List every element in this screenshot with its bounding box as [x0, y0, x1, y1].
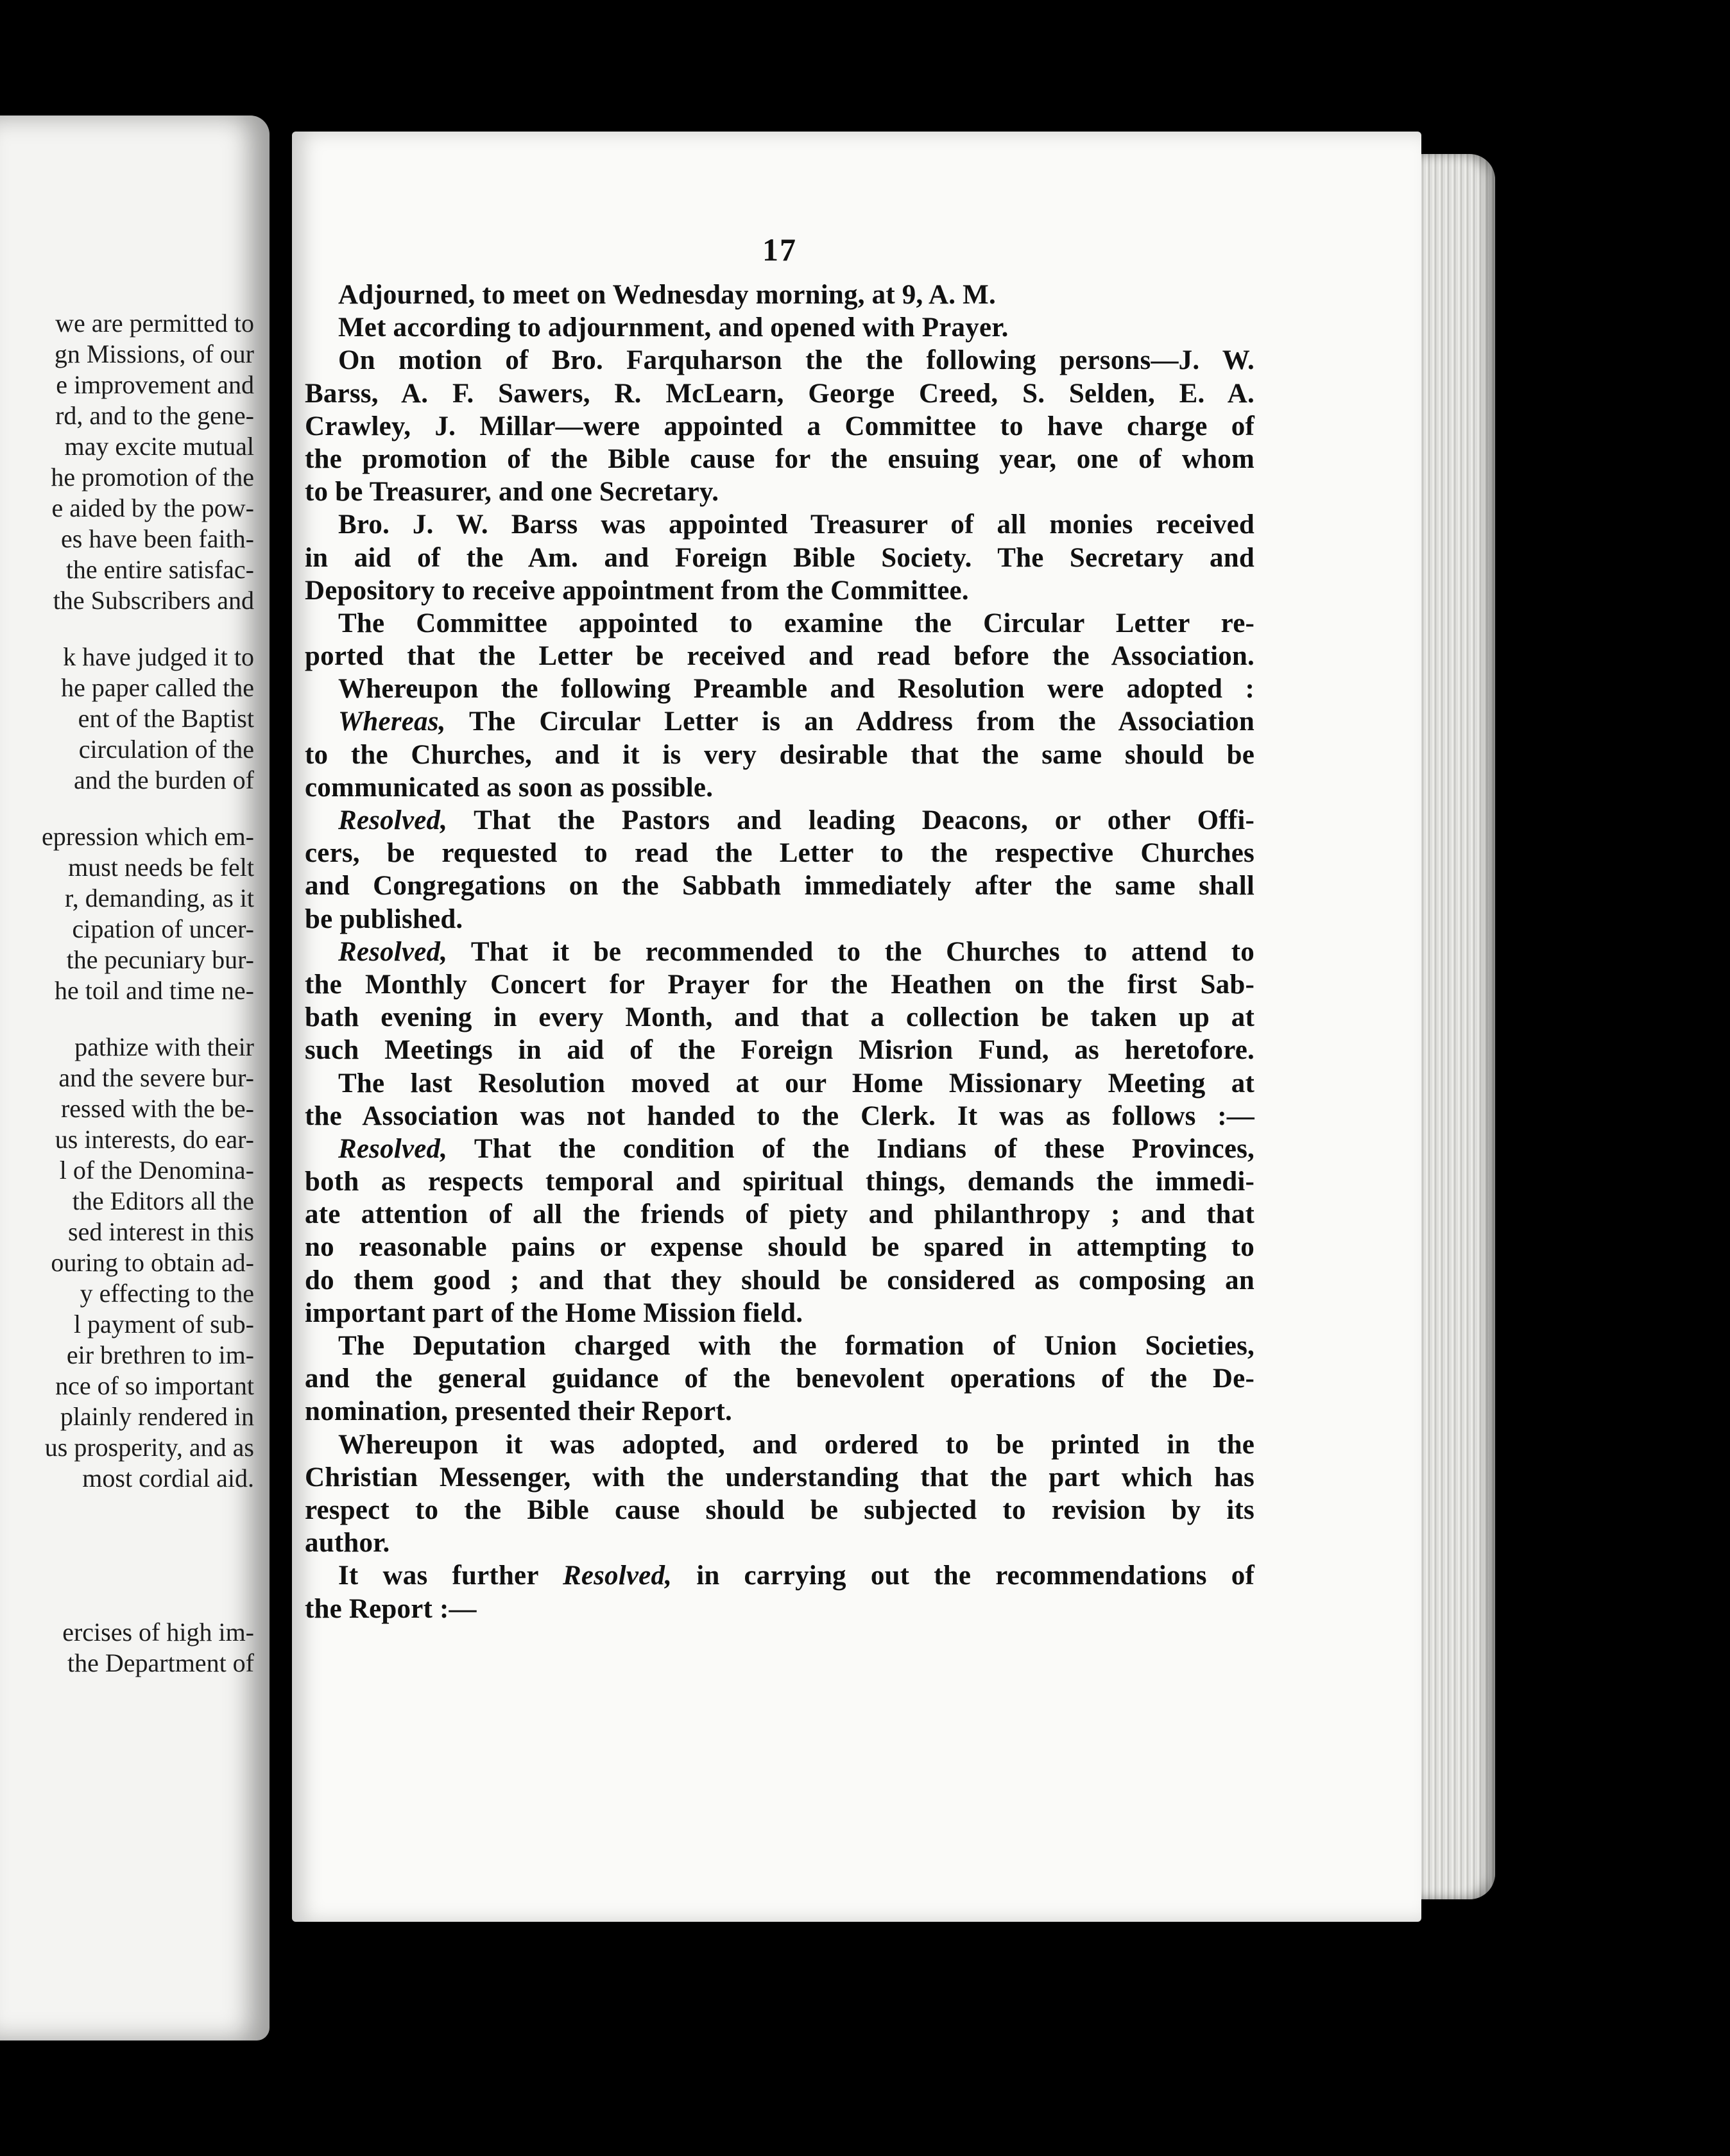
- left-page-line: and the severe bur-: [58, 1063, 254, 1092]
- left-page-line: sed interest in this: [68, 1217, 254, 1246]
- text-line: do them good ; and that they should be considered as composing an: [305, 1265, 1255, 1296]
- whereas-lead: Whereas,: [338, 706, 446, 737]
- page-body: [305, 278, 1255, 1625]
- text-line: ate attention of all the friends of piety and philanthropy ; and that: [305, 1199, 1255, 1230]
- left-page-line: cipation of uncer-: [72, 914, 254, 943]
- text-line: cers, be requested to read the Letter to the respective Churches: [305, 838, 1255, 869]
- text-line: such Meetings in aid of the Foreign Misrion Fund, as heretofore.: [305, 1035, 1255, 1066]
- resolved-lead: Resolved,: [338, 936, 448, 967]
- left-page-line: we are permitted to: [55, 309, 254, 338]
- text-line: to the Churches, and it is very desirable that the same should be: [305, 739, 1255, 770]
- left-page-line: e aided by the pow-: [51, 493, 254, 522]
- text-line: be published.: [305, 903, 463, 934]
- text-line: [305, 1133, 1255, 1165]
- left-page-line: e improvement and: [56, 370, 254, 399]
- text-line: Depository to receive appointment from the Committee.: [305, 575, 969, 606]
- text-line: Met according to adjournment, and opened with Prayer.: [338, 312, 1009, 343]
- text-line: [305, 1559, 1255, 1592]
- text-line: On motion of Bro. Farquharson the the following persons—J. W.: [338, 345, 1255, 376]
- left-facing-page: [0, 116, 270, 2041]
- text-line: both as respects temporal and spiritual things, demands the immedi-: [305, 1167, 1255, 1197]
- left-page-line: rd, and to the gene-: [55, 401, 254, 430]
- left-page-line: ressed with the be-: [60, 1094, 254, 1123]
- left-page-line: circulation of the: [78, 735, 254, 764]
- left-page-line: us interests, do ear-: [55, 1125, 254, 1154]
- left-page-line: us prosperity, and as: [44, 1433, 254, 1462]
- text-line: [305, 936, 1255, 968]
- text-line: ported that the Letter be received and read before the Association.: [305, 641, 1255, 672]
- left-page-line: r, demanding, as it: [65, 884, 254, 912]
- resolved-lead: Resolved,: [338, 1133, 448, 1164]
- left-page-line: y effecting to the: [80, 1279, 254, 1308]
- text-line: Barss, A. F. Sawers, R. McLearn, George Creed, S. Selden, E. A.: [305, 378, 1255, 409]
- left-page-line: ent of the Baptist: [78, 704, 254, 733]
- text-line: no reasonable pains or expense should be spared in attempting to: [305, 1232, 1255, 1263]
- text-line: The Committee appointed to examine the Circular Letter re-: [338, 608, 1255, 638]
- text-span: That the condition of the Indians of these Provinces,: [447, 1133, 1255, 1164]
- left-page-line: epression which em-: [41, 822, 254, 851]
- left-page-line: the Editors all the: [72, 1186, 254, 1215]
- left-page-line: pathize with their: [74, 1032, 254, 1061]
- left-page-line: the entire satisfac-: [65, 555, 254, 584]
- text-line: [305, 804, 1255, 837]
- page-number: 17: [762, 232, 797, 268]
- text-line: The Deputation charged with the formation of Union Societies,: [338, 1331, 1255, 1361]
- text-line: bath evening in every Month, and that a collection be taken up at: [305, 1002, 1255, 1033]
- text-line: to be Treasurer, and one Secretary.: [305, 477, 719, 508]
- left-page-line: k have judged it to: [63, 642, 254, 671]
- text-span: The Circular Letter is an Address from the Association: [445, 706, 1255, 737]
- text-line: Adjourned, to meet on Wednesday morning, at 9, A. M.: [338, 280, 996, 310]
- left-page-line: nce of so important: [55, 1371, 254, 1400]
- left-page-line: and the burden of: [73, 766, 254, 794]
- left-page-line: most cordial aid.: [82, 1464, 254, 1493]
- left-page-line: the pecuniary bur-: [66, 945, 254, 974]
- left-page-line: l of the Denomina-: [59, 1156, 254, 1185]
- left-page-line: eir brethren to im-: [66, 1340, 254, 1369]
- left-page-line: may excite mutual: [64, 432, 254, 461]
- resolved-lead: Resolved,: [338, 805, 448, 835]
- text-line: Christian Messenger, with the understanding that the part which has: [305, 1462, 1255, 1493]
- text-span: in carrying out the recommendations of: [672, 1561, 1255, 1591]
- resolved-inline: Resolved,: [562, 1561, 672, 1591]
- text-line: and the general guidance of the benevolent operations of the De-: [305, 1364, 1255, 1394]
- text-line: [305, 705, 1255, 738]
- text-line: respect to the Bible cause should be subjected to revision by its: [305, 1494, 1255, 1525]
- text-span: It was further: [338, 1561, 563, 1591]
- left-page-line: he paper called the: [61, 673, 254, 702]
- text-line: communicated as soon as possible.: [305, 772, 714, 803]
- left-page-line: the Subscribers and: [53, 586, 254, 615]
- text-line: in aid of the Am. and Foreign Bible Society. The Secretary and: [305, 542, 1255, 573]
- text-line: Whereupon the following Preamble and Resolution were adopted :: [338, 674, 1255, 705]
- text-span: That the Pastors and leading Deacons, or other Offi-: [447, 805, 1255, 835]
- text-line: The last Resolution moved at our Home Missionary Meeting at: [338, 1068, 1255, 1099]
- left-page-line: he promotion of the: [51, 463, 254, 492]
- left-page-line: must needs be felt: [68, 853, 254, 882]
- text-line: Bro. J. W. Barss was appointed Treasurer of all monies received: [338, 509, 1255, 540]
- left-page-line: gn Missions, of our: [54, 339, 254, 368]
- left-page-line: ouring to obtain ad-: [51, 1248, 254, 1277]
- text-line: the Association was not handed to the Clerk. It was as follows :—: [305, 1100, 1255, 1131]
- left-page-line: he toil and time ne-: [54, 976, 254, 1005]
- text-line: the promotion of the Bible cause for the ensuing year, one of whom: [305, 443, 1255, 474]
- text-line: the Monthly Concert for Prayer for the Heathen on the first Sab-: [305, 969, 1255, 1000]
- text-line: Whereupon it was adopted, and ordered to be printed in the: [338, 1429, 1255, 1460]
- left-page-line: es have been faith-: [61, 524, 254, 553]
- text-line: Crawley, J. Millar—were appointed a Committee to have charge of: [305, 411, 1255, 441]
- left-page-line: the Department of: [67, 1648, 254, 1677]
- text-line: the Report :—: [305, 1593, 477, 1624]
- text-span: That it be recommended to the Churches to attend to: [447, 936, 1255, 967]
- text-line: nomination, presented their Report.: [305, 1396, 732, 1427]
- text-line: author.: [305, 1528, 390, 1559]
- left-page-line: plainly rendered in: [60, 1402, 254, 1431]
- book-gutter: [270, 103, 295, 2066]
- text-line: and Congregations on the Sabbath immediately after the same shall: [305, 871, 1255, 902]
- left-page-line: l payment of sub-: [73, 1310, 254, 1339]
- left-page-line: ercises of high im-: [62, 1618, 254, 1647]
- text-line: important part of the Home Mission field.: [305, 1297, 803, 1328]
